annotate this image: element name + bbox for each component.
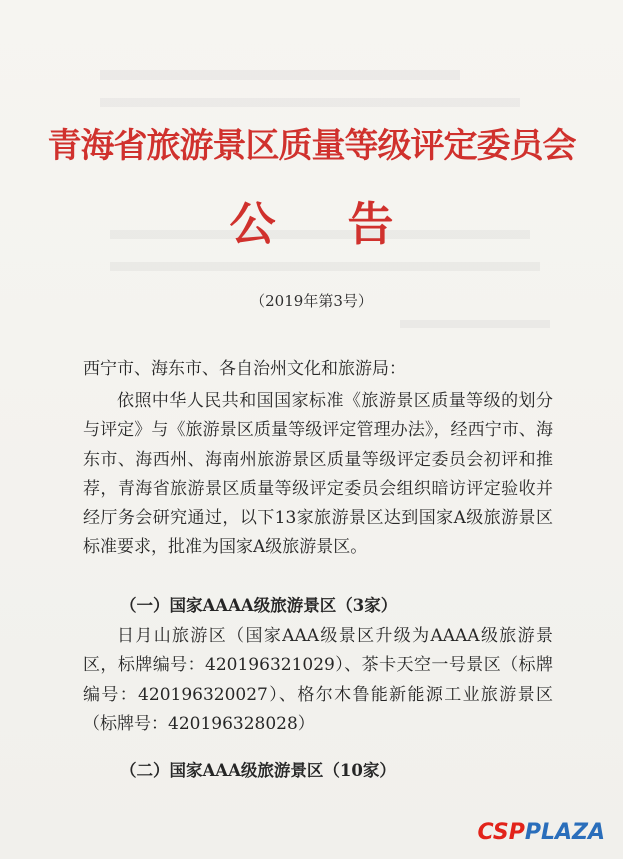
bleed-through-line — [100, 70, 460, 80]
issue-number: （2019年第3号） — [250, 292, 373, 310]
notice-title: 公告 — [229, 197, 466, 251]
watermark-logo — [478, 820, 606, 845]
bleed-through-line — [100, 98, 520, 107]
watermark-part1: CSP — [477, 820, 525, 845]
org-title: 青海省旅游景区质量等级评定委员会 — [47, 126, 576, 166]
section-aaaa-list: 日月山旅游区（国家AAA级景区升级为AAAA级旅游景区，标牌编号：420196321029）、茶卡天空一号景区（标牌编号：420196320027）、格尔木鲁能新能源工业旅游景区（标牌号：420196328028） — [83, 626, 553, 734]
bleed-through-line — [400, 320, 550, 328]
section-heading-aaaa: （一）国家AAAA级旅游景区（3家） — [120, 596, 398, 615]
addressee: 西宁市、海东市、各自治州文化和旅游局： — [83, 359, 406, 379]
bleed-through-line — [110, 262, 540, 271]
section-heading-aaa: （二）国家AAA级旅游景区（10家） — [120, 761, 396, 780]
watermark-part2: PLAZA — [524, 820, 605, 845]
body-paragraph: 依照中华人民共和国国家标准《旅游景区质量等级的划分与评定》与《旅游景区质量等级评定管理办法》，经西宁市、海东市、海西州、海南州旅游景区质量等级评定委员会初评和推荐，青海省旅游景区质量等级评定委员会组织暗访评定验收并经厅务会研究通过，以下13家旅游景区达到国家A级旅游景区标准要求，批准为国家A级旅游景区。 — [83, 391, 553, 558]
